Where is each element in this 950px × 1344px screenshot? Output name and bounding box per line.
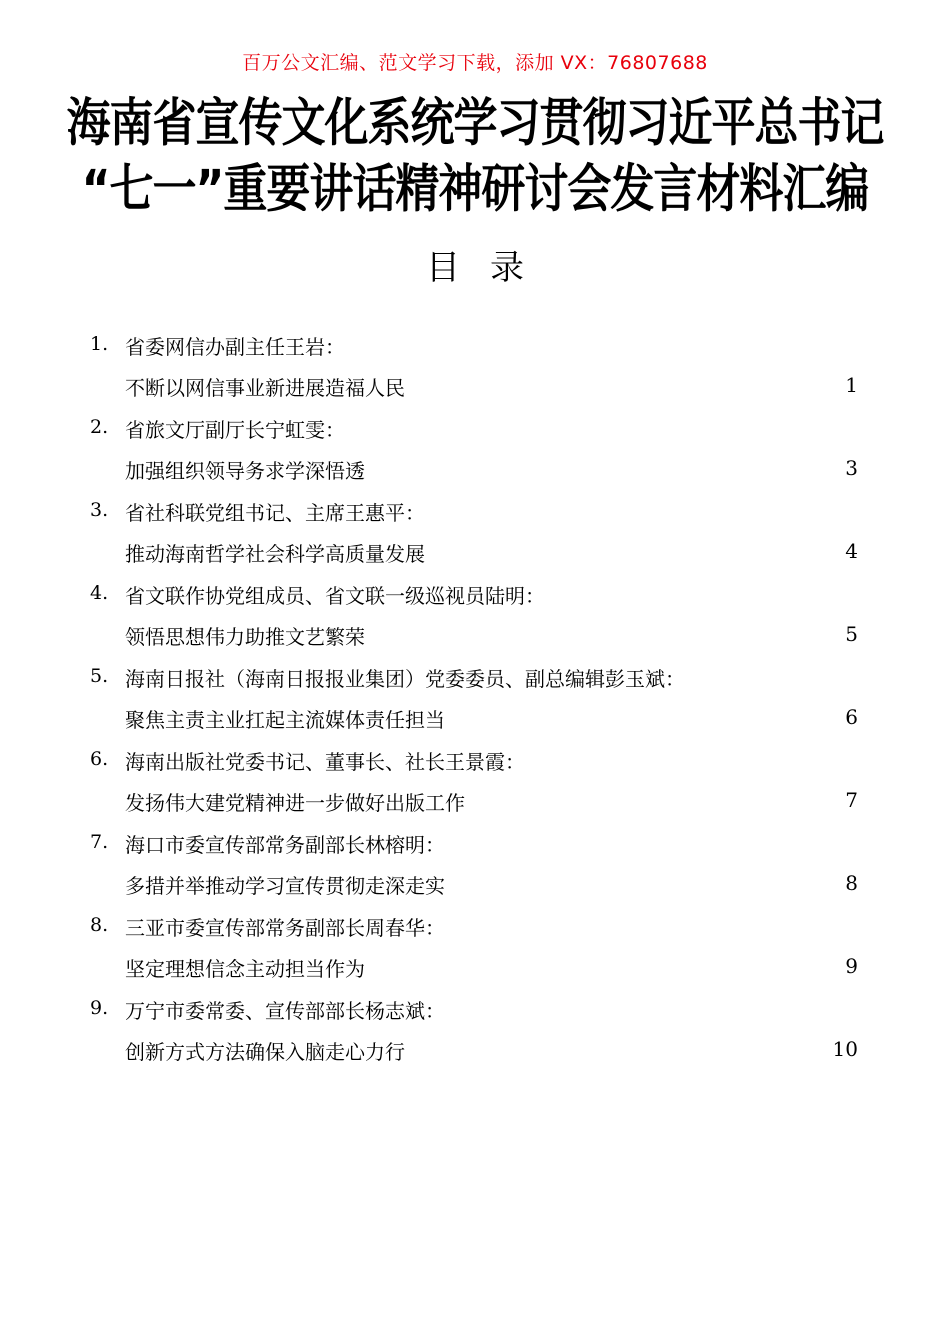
- toc-entry-page: 4: [845, 539, 858, 563]
- toc-entry-page: 8: [845, 871, 858, 895]
- toc-entry-number: 6.: [90, 748, 109, 770]
- toc-entry-page: 5: [845, 622, 858, 646]
- toc-entry-author: 海南出版社党委书记、董事长、社长王景霞：: [125, 750, 525, 774]
- document-title-line-2: “七一”重要讲话精神研讨会发言材料汇编: [81, 159, 869, 220]
- toc-entry-page: 9: [845, 954, 858, 978]
- toc-entry: [0, 989, 950, 1072]
- toc-entry-number: 3.: [90, 499, 109, 521]
- toc-entry-author: 三亚市委宣传部常务副部长周春华：: [125, 916, 445, 940]
- toc-entry-number: 5.: [90, 665, 109, 687]
- toc-entry-number: 7.: [90, 831, 109, 853]
- toc-entry: [0, 408, 950, 491]
- toc-entry-author: 省文联作协党组成员、省文联一级巡视员陆明：: [125, 584, 545, 608]
- toc-entry-author: 省社科联党组书记、主席王惠平：: [125, 501, 425, 525]
- toc-entry-number: 4.: [90, 582, 109, 604]
- toc-entry-page: 7: [845, 788, 858, 812]
- toc-entry-topic: 坚定理想信念主动担当作为: [125, 957, 365, 981]
- toc-entry-topic: 不断以网信事业新进展造福人民: [125, 376, 405, 400]
- toc-entry: [0, 740, 950, 823]
- toc-entry-topic: 创新方式方法确保入脑走心力行: [125, 1040, 405, 1064]
- toc-entry-topic: 发扬伟大建党精神进一步做好出版工作: [125, 791, 465, 815]
- toc-entry-page: 6: [845, 705, 858, 729]
- toc-entry: [0, 823, 950, 906]
- toc-entry-author: 万宁市委常委、宣传部部长杨志斌：: [125, 999, 445, 1023]
- toc-entry-topic: 领悟思想伟力助推文艺繁荣: [125, 625, 365, 649]
- toc-entry-author: 海口市委宣传部常务副部长林榕明：: [125, 833, 445, 857]
- toc-entry-topic: 多措并举推动学习宣传贯彻走深走实: [125, 874, 445, 898]
- toc-entry-page: 10: [832, 1037, 858, 1061]
- toc-entry-author: 海南日报社（海南日报报业集团）党委委员、副总编辑彭玉斌：: [125, 667, 685, 691]
- toc-entry-topic: 聚焦主责主业扛起主流媒体责任担当: [125, 708, 445, 732]
- toc-entry-page: 3: [845, 456, 858, 480]
- toc-entry: [0, 906, 950, 989]
- table-of-contents: [0, 325, 950, 1072]
- toc-entry: [0, 325, 950, 408]
- toc-entry-topic: 加强组织领导务求学深悟透: [125, 459, 365, 483]
- toc-entry: [0, 657, 950, 740]
- toc-entry-author: 省委网信办副主任王岩：: [125, 335, 345, 359]
- toc-entry-number: 9.: [90, 997, 109, 1019]
- toc-entry: [0, 491, 950, 574]
- toc-entry-number: 1.: [90, 333, 109, 355]
- toc-entry-number: 2.: [90, 416, 109, 438]
- header-banner: 百万公文汇编、范文学习下载，添加 VX：76807688: [242, 52, 708, 74]
- toc-heading: 目录: [426, 248, 554, 288]
- toc-entry-page: 1: [845, 373, 858, 397]
- toc-entry: [0, 574, 950, 657]
- document-title-line-1: 海南省宣传文化系统学习贯彻习近平总书记: [66, 93, 884, 154]
- toc-entry-author: 省旅文厅副厅长宁虹雯：: [125, 418, 345, 442]
- toc-entry-number: 8.: [90, 914, 109, 936]
- toc-entry-topic: 推动海南哲学社会科学高质量发展: [125, 542, 425, 566]
